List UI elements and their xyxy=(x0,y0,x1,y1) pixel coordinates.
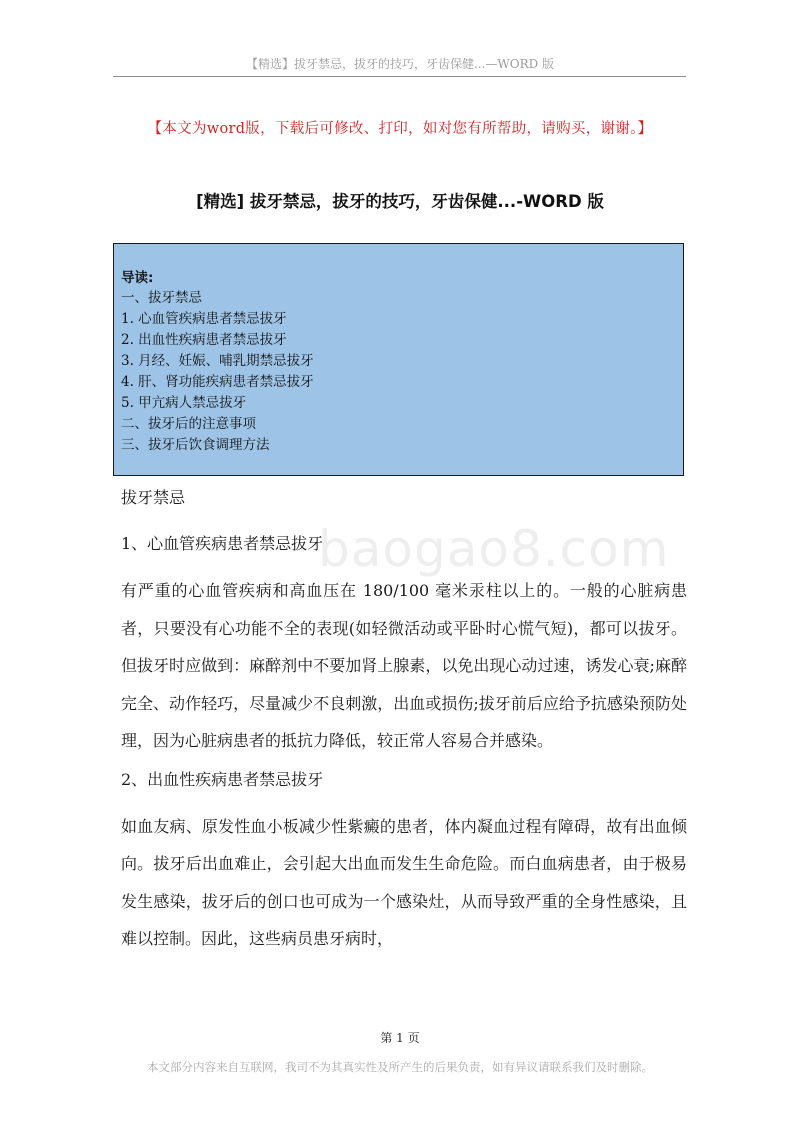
watermark: baogao8.com xyxy=(318,520,670,578)
guide-heading: 导读: xyxy=(121,270,154,286)
section-1-heading: 1、心血管疾病患者禁忌拔牙 xyxy=(121,534,324,553)
document-title: [精选] 拔牙禁忌，拔牙的技巧，牙齿保健...-WORD 版 xyxy=(196,192,604,211)
guide-item: 4. 肝、肾功能疾病患者禁忌拔牙 xyxy=(121,374,314,390)
guide-item: 1. 心血管疾病患者禁忌拔牙 xyxy=(121,311,287,327)
running-header: 【精选】拔牙禁忌，拔牙的技巧，牙齿保健...—WORD 版 xyxy=(245,57,555,71)
section-2-heading: 2、出血性疾病患者禁忌拔牙 xyxy=(121,769,324,789)
section-1-paragraph: 有严重的心血管疾病和高血压在 180/100 毫米汞柱以上的。一般的心脏病患者，只要没有心功能不全的表现(如轻微活动或平卧时心慌气短)，都可以拔牙。但拔牙时应做到：麻醉剂中不要加肾上腺素，以免出现心动过速，诱发心衰;麻醉完全、动作轻巧，尽量减少不良刺激，出血或损伤;拔牙前后应给予抗感染预防处理，因为心脏病患者的抵抗力降低，较正常人容易合并感染。 xyxy=(121,581,687,750)
footer-disclaimer: 本文部分内容来自互联网，我司不为其真实性及所产生的后果负责，如有异议请联系我们及时删除。 xyxy=(147,1060,653,1074)
guide-item: 3. 月经、妊娠、哺乳期禁忌拔牙 xyxy=(121,353,314,369)
section-2-paragraph: 如血友病、原发性血小板减少性紫癜的患者，体内凝血过程有障碍，故有出血倾向。拔牙后出血难止，会引起大出血而发生生命危险。而白血病患者，由于极易发生感染，拔牙后的创口也可成为一个感染灶，从而导致严重的全身性感染，且难以控制。因此，这些病员患牙病时， xyxy=(121,816,687,948)
header-divider xyxy=(113,76,686,77)
guide-list xyxy=(121,288,683,456)
guide-item: 5. 甲亢病人禁忌拔牙 xyxy=(121,395,247,411)
guide-item: 二、拔牙后的注意事项 xyxy=(121,416,256,432)
body-content xyxy=(121,484,687,964)
purchase-notice: 【本文为word版，下载后可修改、打印，如对您有所帮助，请购买，谢谢。】 xyxy=(147,121,653,137)
guide-item: 2. 出血性疾病患者禁忌拔牙 xyxy=(121,332,287,348)
section-heading: 拔牙禁忌 xyxy=(121,488,186,507)
guide-box xyxy=(113,243,684,476)
page-number: 第 1 页 xyxy=(380,1031,420,1045)
guide-item: 三、拔牙后饮食调理方法 xyxy=(121,437,270,453)
guide-item: 一、拔牙禁忌 xyxy=(121,290,202,306)
